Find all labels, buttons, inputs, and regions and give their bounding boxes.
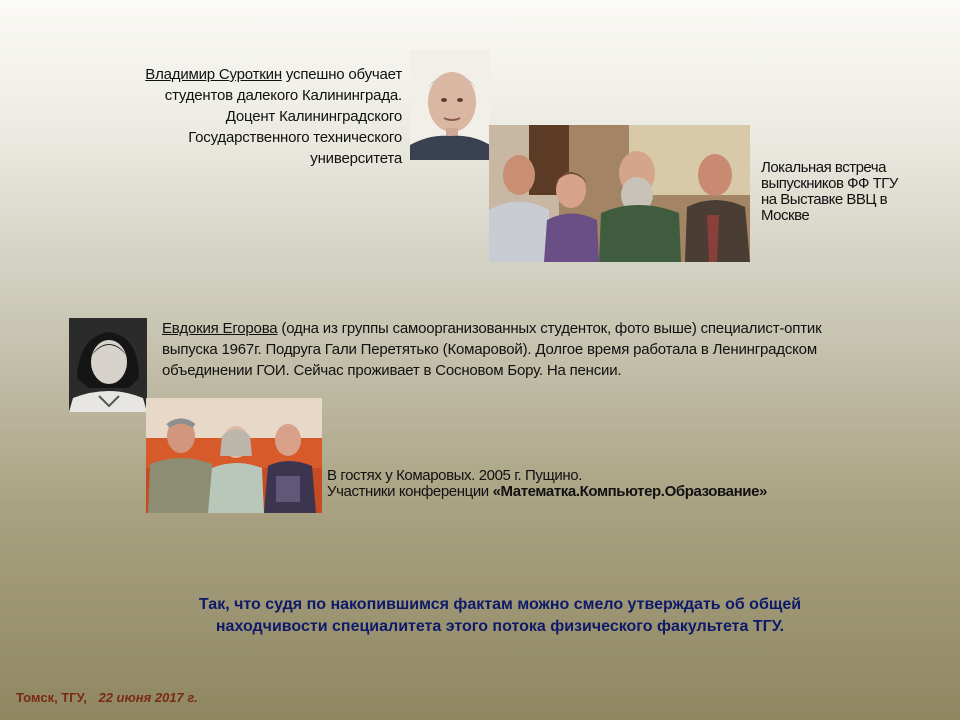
- footer-place: Томск, ТГУ,: [16, 690, 87, 705]
- meeting-caption: Локальная встреча выпускников ФФ ТГУ на Выставке ВВЦ в Москве: [761, 159, 898, 224]
- conclusion-text: Так, что судя по накопившимся фактам можно смело утверждать об общей находчивости специалитета этого потока физического факультета ТГУ.: [198, 596, 802, 635]
- egorova-caption: Евдокия Егорова (одна из группы самоорганизованных студенток, фото выше) специалист-оптик выпуска 1967г. Подруга Гали Перетятько (Комаровой). Долгое время работала в Ленинградском объединении ГОИ. Сейчас проживает в Сосновом Бору. На пенсии.: [162, 320, 822, 379]
- komarov-visit-photo: [146, 398, 322, 513]
- footer: [16, 690, 198, 705]
- egorova-name: Евдокия Егорова: [162, 320, 278, 337]
- visit-caption: В гостях у Комаровых. 2005 г. Пущино. Участники конференции «Математка.Компьютер.Образование»: [327, 467, 767, 500]
- egorova-portrait-photo: [69, 318, 147, 412]
- suroktkin-name: Владимир Суроткин: [145, 66, 282, 83]
- footer-date: 22 июня 2017 г.: [98, 690, 198, 705]
- suroktkin-caption: Владимир Суроткин успешно обучает студентов далекого Калининграда. Доцент Калининградского Государственного технического университета: [145, 66, 402, 167]
- suroktkin-portrait-photo: [410, 50, 490, 160]
- moscow-meeting-photo: [489, 125, 750, 262]
- conference-title: «Математка.Компьютер.Образование»: [492, 483, 767, 500]
